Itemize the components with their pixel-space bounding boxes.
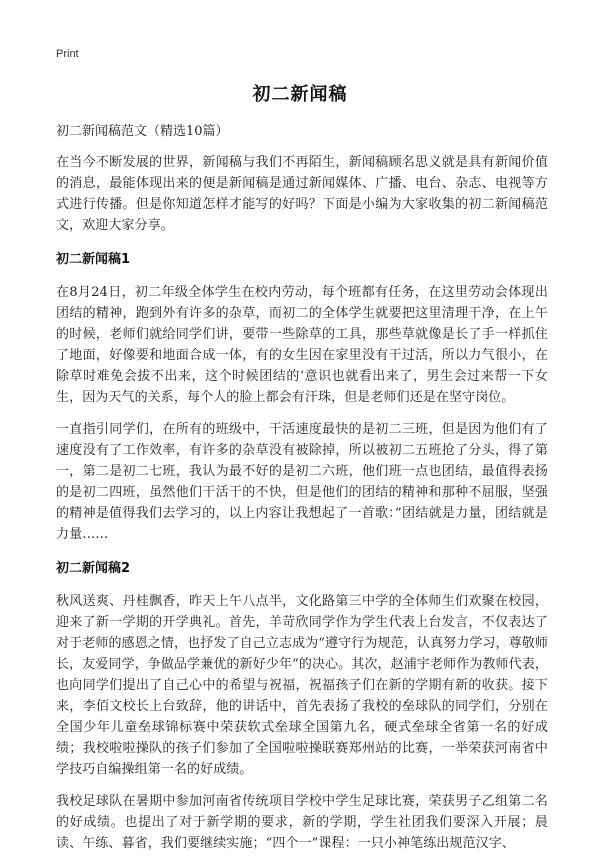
intro-paragraph: 在当今不断发展的世界，新闻稿与我们不再陌生，新闻稿顾名思义就是具有新闻价值的消息，最能体现出来的便是新闻稿是通过新闻媒体、广播、电台、杂志、电视等方式进行传播。但是你知道怎样才能写的好吗？下面是小编为大家收集的初二新闻稿范文，欢迎大家分享。 (56, 155, 548, 233)
section-2-paragraph-2: 我校足球队在暑期中参加河南省传统项目学校中学生足球比赛，荣获男子乙组第二名的好成绩。也提出了对于新学期的要求，新的学期，学生社团我们要深入开展；晨读、午练、暮省，我们要继续实施；“四个一”课程：一只小神笔练出规范汉字、 (56, 794, 548, 851)
section-heading-1: 初二新闻稿1 (56, 252, 131, 267)
section-2-paragraph-1: 秋风送爽、丹桂飘香，昨天上午八点半，文化路第三中学的全体师生们欢聚在校园，迎来了新一学期的开学典礼。首先，羊苛欣同学作为学生代表上台发言，不仅表达了对于老师的感恩之情，也抒发了自己立志成为“遵守行为规范，认真努力学习，尊敬师长，友爱同学，争做品学兼优的新好少年”的决心。其次，赵浦宇老师作为教师代表，也向同学们提出了自己心中的希望与祝福，祝福孩子们在新的学期有新的收获。接下来，李佰文校长上台致辞，他的讲话中，首先表扬了我校的垒球队的同学们，分别在全国少年儿童垒球锦标赛中荣获软式垒球全国第九名，硬式垒球全省第一名的好成绩；我校啦啦操队的孩子们参加了全国啦啦操联赛郑州站的比赛，一举荣获河南省中学技巧自编操组第一名的好成绩。 (56, 594, 548, 777)
section-1-paragraph-2: 一直指引同学们，在所有的班级中，干活速度最快的是初二三班，但是因为他们有了速度没有了工作效率，有许多的杂草没有被除掉，所以被初二五班抢了分头，得了第一，第二是初二七班，我认为最不好的是初二六班，他们班一点也团结，最值得表扬的是初二四班，虽然他们干活干的不快，但是他们的团结的精神和那种不屈服，坚强的精神是值得我们去学习的，以上内容让我想起了一首歌：”团结就是力量，团结就是力量…… (56, 422, 548, 542)
article-body (56, 122, 548, 865)
article-subtitle: 初二新闻稿范文（精选10篇） (56, 124, 229, 139)
section-heading-2: 初二新闻稿2 (56, 561, 131, 576)
section-1-paragraph-1: 在8月24日，初二年级全体学生在校内劳动，每个班都有任务，在这里劳动会体现出团结的精神，跑到外有许多的杂草，而初二的全体学生就要把这里清理干净，在上午的时候，老师们就给同学们讲，要带一些除草的工具，那些草就像是长了手一样抓住了地面，好像要和地面合成一体，有的女生因在家里没有干过活，所以力气很小，在除草时难免会拔不出来，这个时候团结的‘意识也就看出来了，男生会过来帮一下女生，因为天气的关系，每个人的脸上都会有汗珠，但是老师们还是在坚守岗位。 (56, 285, 548, 405)
page-title: 初二新闻稿 (252, 84, 348, 105)
print-link[interactable]: Print (56, 48, 79, 60)
